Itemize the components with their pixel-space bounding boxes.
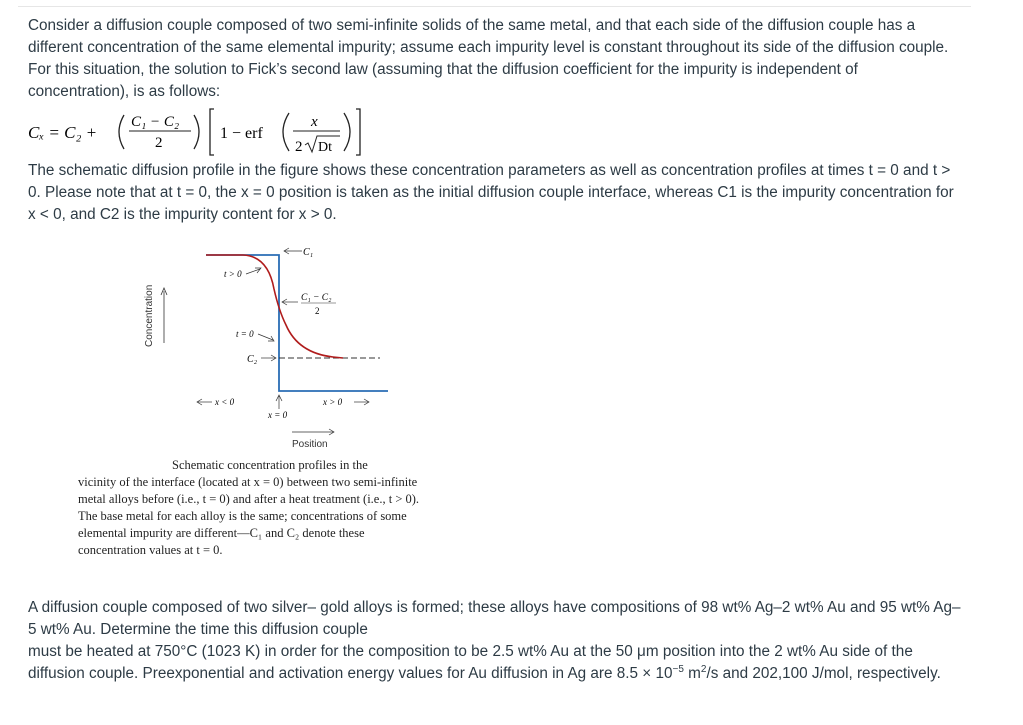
equation-arg-num: x xyxy=(311,114,318,130)
erf-paren-right xyxy=(344,113,350,151)
problem-line-1: A diffusion couple composed of two silver– gold alloys is formed; these alloys have compositions of 98 wt% Ag–2 wt% Au and 95 wt% Ag– 5 wt% Au. Determine the time this diffusion couple xyxy=(28,599,961,638)
label-t-positive: t > 0 xyxy=(224,269,242,279)
x-axis-label: Position xyxy=(292,439,328,450)
equation-frac-den: 2 xyxy=(155,135,163,151)
problem-line-2a: must be heated at 750°C (1023 K) in order for the composition to be 2.5 wt% Au at the 50 μm position into the 2 wt% Au side of the diffusion couple. Preexponential and activation energy values for Au diffusion in Ag are 8.5 × 10 xyxy=(28,643,913,682)
label-mid-den: 2 xyxy=(315,306,320,316)
figure-caption xyxy=(78,457,423,559)
equation-frac-num: C₁ − C₂ xyxy=(131,114,180,130)
equation-arg-den-root: Dt xyxy=(318,140,332,155)
label-t-zero: t = 0 xyxy=(236,329,254,339)
erf-paren-left xyxy=(283,113,289,151)
concentration-profile-figure xyxy=(118,239,388,453)
problem-line-2b: m xyxy=(683,665,701,682)
y-axis-label: Concentration xyxy=(144,284,155,347)
content-card xyxy=(18,6,971,719)
problem-exp-2: 2 xyxy=(700,663,707,675)
bracket-left xyxy=(210,109,214,155)
label-c2: C₂ xyxy=(247,354,258,365)
description-paragraph: The schematic diffusion profile in the figure shows these concentration parameters as well as concentration profiles at times t = 0 and t > 0. Please note that at t = 0, the x = 0 position is taken as the initial diffusion couple interface, whereas C1 is the impurity concentration for x < 0, and C2 is the impurity content for x > 0. xyxy=(28,162,954,223)
t-zero-pointer xyxy=(258,334,273,340)
paren-left xyxy=(119,115,124,149)
bracket-right xyxy=(356,109,360,155)
label-x-negative: x < 0 xyxy=(215,397,235,407)
equation-one-minus-erf: 1 − erf xyxy=(220,125,263,142)
problem-paragraph xyxy=(28,597,963,685)
label-c1: C₁ xyxy=(303,247,314,258)
diffusion-equation xyxy=(28,105,448,157)
problem-line-2c: /s and 202,100 J/mol, respectively. xyxy=(706,665,941,682)
equation-arg-den-coef: 2 xyxy=(295,139,303,155)
equation-lhs: Cₓ = C₂ + xyxy=(28,123,98,142)
caption-rest: vicinity of the interface (located at x = 0) between two semi-infinite metal alloys before (i.e., t = 0) and after a heat treatment (i.e., t > 0). The base metal for each alloy is the same; concentrations of some elemental impurity are different—C₁ and C₂ denote these concentration values at t = 0. xyxy=(78,475,420,557)
intro-paragraph: Consider a diffusion couple composed of two semi-infinite solids of the same metal, and that each side of the diffusion couple has a different concentration of the same elemental impurity; assume each impurity level is constant throughout its side of the diffusion couple. For this situation, the solution to Fick’s second law (assuming that the diffusion coefficient for the impurity is independent of concentration), is as follows: xyxy=(28,17,949,100)
paren-right xyxy=(194,115,199,149)
caption-line-1: Schematic concentration profiles in the xyxy=(172,458,368,472)
problem-exp-1: −5 xyxy=(672,663,684,675)
label-x-positive: x > 0 xyxy=(323,397,343,407)
label-mid-num: C₁ − C₂ xyxy=(301,293,332,303)
label-x-zero: x = 0 xyxy=(268,410,288,420)
